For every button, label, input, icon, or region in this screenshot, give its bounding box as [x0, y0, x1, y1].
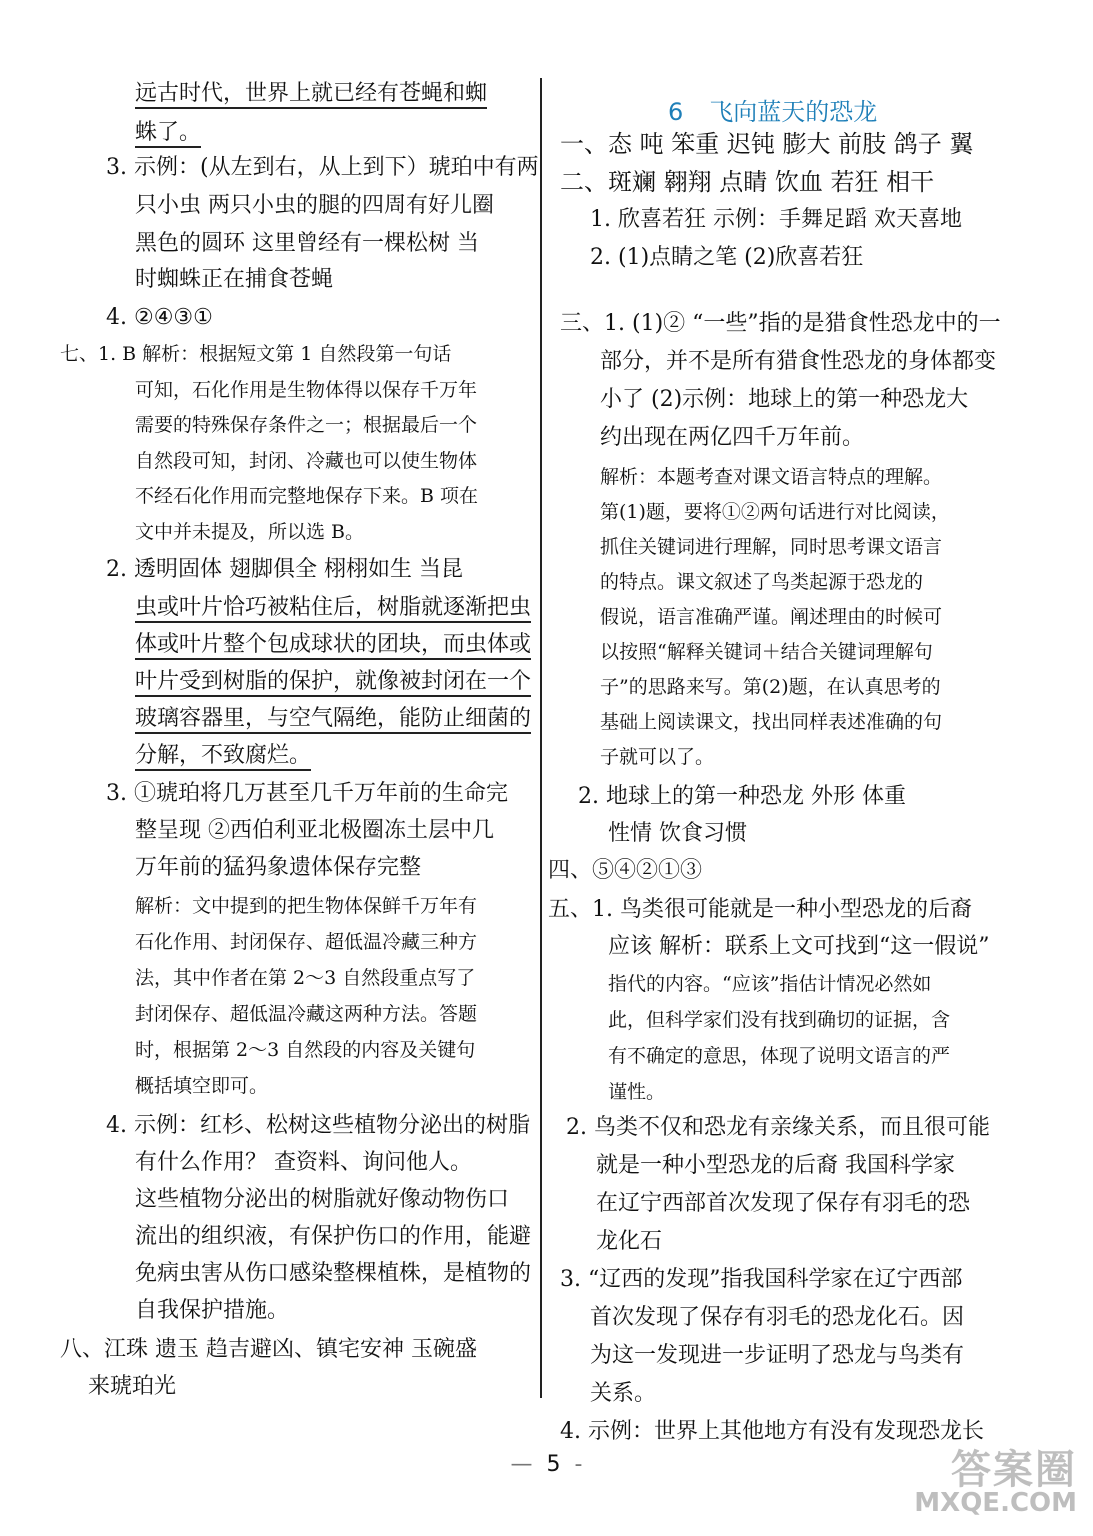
- text-line: 1. 欣喜若狂 示例：手舞足蹈 欢天喜地: [590, 207, 962, 232]
- text-line: 封闭保存、超低温冷藏这两种方法。答题: [135, 1003, 478, 1025]
- text-line: 关系。: [590, 1381, 657, 1406]
- text-line: 4. 示例：世界上其他地方有没有发现恐龙长: [560, 1419, 984, 1444]
- text-line: 远古时代，世界上就已经有苍蝇和蜘: [135, 80, 487, 108]
- text-line: 时，根据第 2～3 自然段的内容及关键句: [135, 1039, 476, 1061]
- page-number: 5: [546, 1452, 561, 1477]
- text-line: 七、1. B 解析：根据短文第 1 自然段第一句话: [60, 343, 452, 365]
- text-line: 法，其中作者在第 2～3 自然段重点写了: [135, 967, 476, 989]
- text-line: 首次发现了保存有羽毛的恐龙化石。因: [590, 1305, 965, 1330]
- text-line: 体或叶片整个包成球状的团块，而虫体或: [135, 631, 531, 659]
- footer-dash-left: —: [510, 1452, 533, 1477]
- text-line: 3. ①琥珀将几万甚至几千万年前的生命完: [106, 781, 508, 806]
- text-line: 流出的组织液，有保护伤口的作用，能避: [135, 1224, 532, 1249]
- text-line: 玻璃容器里，与空气隔绝，能防止细菌的: [135, 705, 531, 733]
- text-line: 在辽宁西部首次发现了保存有羽毛的恐: [596, 1191, 971, 1216]
- text-line: 性情 饮食习惯: [608, 821, 747, 846]
- text-line: 石化作用、封闭保存、超低温冷藏三种方: [135, 931, 478, 953]
- text-line: 整呈现 ②西伯利亚北极圈冻土层中几: [135, 818, 494, 843]
- text-line: 可知，石化作用是生物体得以保存千万年: [135, 379, 478, 401]
- text-line: 指代的内容。“应该”指估计情况必然如: [608, 973, 932, 995]
- text-line: 2. (1)点睛之笔 (2)欣喜若狂: [590, 245, 864, 270]
- text-line: 五、1. 鸟类很可能就是一种小型恐龙的后裔: [548, 897, 972, 922]
- text-line: 来琥珀光: [88, 1374, 177, 1399]
- text-line: 为这一发现进一步证明了恐龙与鸟类有: [590, 1343, 965, 1368]
- text-line: 小了 (2)示例：地球上的第一种恐龙大: [600, 387, 969, 412]
- text-line: 抓住关键词进行理解，同时思考课文语言: [600, 536, 943, 558]
- text-line: 2. 透明固体 翅脚俱全 栩栩如生 当昆: [106, 557, 463, 582]
- text-line: 文中并未提及，所以选 B。: [135, 521, 365, 543]
- text-line: 2. 鸟类不仅和恐龙有亲缘关系，而且很可能: [566, 1115, 990, 1140]
- text-line: 解析：文中提到的把生物体保鲜千万年有: [135, 895, 478, 917]
- text-line: 解析：本题考查对课文语言特点的理解。: [600, 466, 943, 488]
- text-line: 应该 解析：联系上文可找到“这一假说”: [608, 934, 990, 959]
- text-line: 就是一种小型恐龙的后裔 我国科学家: [596, 1153, 955, 1178]
- text-line: 时蜘蛛正在捕食苍蝇: [135, 267, 334, 292]
- section-title-text: 飞向蓝天的恐龙: [709, 98, 878, 126]
- text-line: 四、⑤④②①③: [548, 858, 703, 883]
- text-line: 八、江珠 遗玉 趋吉避凶、镇宅安神 玉碗盛: [60, 1337, 477, 1362]
- text-line: 一、态 吨 笨重 迟钝 膨大 前肢 鸽子 翼: [560, 130, 974, 158]
- text-line: 以按照“解释关键词＋结合关键词理解句: [600, 641, 933, 663]
- text-line: 万年前的猛犸象遗体保存完整: [135, 855, 422, 880]
- text-line: 这些植物分泌出的树脂就好像动物伤口: [135, 1187, 510, 1212]
- text-line: 蛛了。: [135, 119, 201, 147]
- text-line: 三、1. (1)② “一些”指的是猎食性恐龙中的一: [560, 311, 1001, 336]
- text-line: 只小虫 两只小虫的腿的四周有好儿圈: [135, 193, 494, 218]
- text-line: 免病虫害从伤口感染整棵植株，是植物的: [135, 1261, 532, 1286]
- text-line: 自我保护措施。: [135, 1298, 290, 1323]
- section-title: [668, 92, 877, 127]
- text-line: 二、斑斓 翱翔 点睛 饮血 若狂 相干: [560, 168, 935, 196]
- text-line: 概括填空即可。: [135, 1075, 269, 1097]
- text-line: 基础上阅读课文，找出同样表述准确的句: [600, 711, 943, 733]
- text-line: 有什么作用？ 查资料、询问他人。: [135, 1150, 472, 1175]
- text-line: 有不确定的意思，体现了说明文语言的严: [608, 1045, 951, 1067]
- text-line: 第(1)题，要将①②两句话进行对比阅读，: [600, 501, 950, 523]
- watermark-logo: [908, 1438, 1083, 1528]
- divider: [540, 78, 542, 1398]
- text-line: 假说，语言准确严谨。阐述理由的时候可: [600, 606, 943, 628]
- footer-dash-right: -: [574, 1452, 583, 1477]
- text-line: 分解，不致腐烂。: [135, 742, 311, 770]
- text-line: 4. ②④③①: [106, 305, 213, 330]
- text-line: 子”的思路来写。第(2)题，在认真思考的: [600, 676, 941, 698]
- text-line: 3. 示例：(从左到右，从上到下）琥珀中有两: [106, 155, 539, 180]
- text-line: 不经石化作用而完整地保存下来。B 项在: [135, 485, 479, 507]
- text-line: 需要的特殊保存条件之一；根据最后一个: [135, 414, 478, 436]
- watermark-text-bottom: MXQE.COM: [914, 1488, 1077, 1518]
- text-line: 的特点。课文叙述了鸟类起源于恐龙的: [600, 571, 924, 593]
- text-line: 2. 地球上的第一种恐龙 外形 体重: [578, 784, 906, 809]
- text-line: 叶片受到树脂的保护，就像被封闭在一个: [135, 668, 531, 696]
- text-line: 龙化石: [596, 1229, 663, 1254]
- section-number: 6: [668, 98, 684, 126]
- text-line: 子就可以了。: [600, 746, 715, 768]
- text-line: 4. 示例：红杉、松树这些植物分泌出的树脂: [106, 1113, 530, 1138]
- text-line: 虫或叶片恰巧被粘住后，树脂就逐渐把虫: [135, 594, 531, 622]
- text-line: 黑色的圆环 这里曾经有一棵松树 当: [135, 231, 479, 256]
- text-line: 此，但科学家们没有找到确切的证据，含: [608, 1009, 951, 1031]
- watermark-text-top: 答案圈: [951, 1447, 1077, 1493]
- text-line: 谨性。: [608, 1081, 666, 1103]
- text-line: 自然段可知，封闭、冷藏也可以使生物体: [135, 450, 478, 472]
- text-line: 约出现在两亿四千万年前。: [600, 425, 865, 450]
- text-line: 3. “辽西的发现”指我国科学家在辽宁西部: [560, 1267, 963, 1292]
- text-line: 部分，并不是所有猎食性恐龙的身体都变: [600, 349, 997, 374]
